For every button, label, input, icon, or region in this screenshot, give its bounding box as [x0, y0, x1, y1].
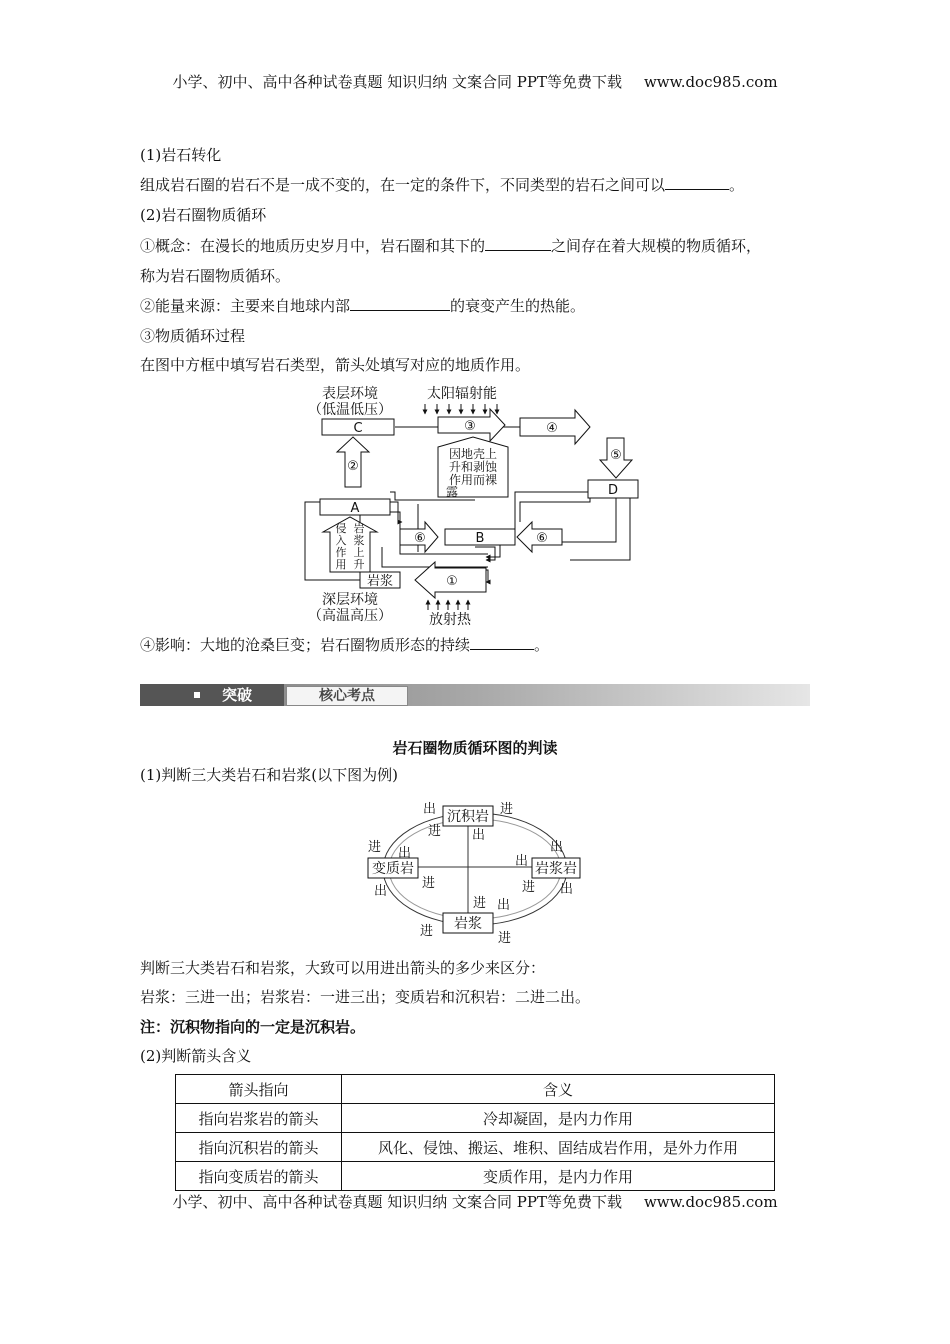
arrow-meaning-table — [175, 1074, 775, 1191]
table-cell: 指向沉积岩的箭头 — [176, 1133, 342, 1162]
surface-env-label: 表层环境 — [322, 386, 378, 402]
table-cell: 冷却凝固，是内力作用 — [342, 1104, 775, 1133]
note-line-1: 判断三大类岩石和岩浆，大致可以用进出箭头的多少来区分： — [140, 959, 546, 977]
footer-url[interactable]: www.doc985.com — [643, 1193, 778, 1211]
box-c-label: C — [353, 421, 363, 436]
arrow-1-label: ① — [446, 574, 458, 589]
fill-blank — [470, 635, 534, 650]
table-row — [176, 1162, 775, 1191]
uplift-line-2: 升和剥蚀 — [448, 460, 498, 474]
part1-heading: (1)判断三大类岩石和岩浆(以下图为例) — [140, 766, 398, 784]
arrow-3-label: ③ — [464, 419, 476, 434]
section-banner — [140, 684, 810, 710]
table-cell: 指向变质岩的箭头 — [176, 1162, 342, 1191]
label-in: 进 — [428, 824, 442, 839]
label-in: 进 — [473, 896, 487, 911]
label-out: 出 — [497, 898, 511, 913]
paragraph-energy — [140, 296, 585, 316]
table-header-row — [176, 1075, 775, 1104]
intrusion-arrow — [323, 517, 377, 572]
footer-text: 小学、初中、高中各种试卷真题 知识归纳 文案合同 PPT等免费下载 — [172, 1193, 622, 1211]
label-metamorphic: 变质岩 — [372, 861, 414, 877]
label-out: 出 — [472, 828, 486, 843]
fill-blank — [350, 296, 450, 311]
label-out: 出 — [550, 840, 564, 855]
paragraph-instruction: 在图中方框中填写岩石类型，箭头处填写对应的地质作用。 — [140, 356, 531, 374]
paragraph-concept-cont: 称为岩石圈物质循环。 — [140, 267, 291, 285]
intrusion-char: 岩 — [353, 522, 365, 535]
paragraph-conversion — [140, 175, 744, 195]
note-line-3: 注：沉积物指向的一定是沉积岩。 — [140, 1018, 366, 1036]
label-in: 进 — [368, 840, 382, 855]
uplift-line-3: 作用而裸 — [448, 473, 498, 487]
fill-blank — [665, 175, 729, 190]
solar-label: 太阳辐射能 — [427, 386, 497, 402]
uplift-line-4: 露 — [445, 485, 459, 499]
page-footer — [0, 1191, 950, 1212]
label-sedimentary: 沉积岩 — [447, 809, 489, 825]
header-text: 小学、初中、高中各种试卷真题 知识归纳 文案合同 PPT等免费下载 — [172, 73, 622, 91]
label-in: 进 — [522, 880, 536, 895]
box-a-label: A — [350, 501, 360, 516]
label-out: 出 — [560, 882, 574, 897]
intrusion-char: 入 — [335, 534, 347, 547]
radio-heat-arrows — [428, 600, 468, 610]
deep-cond-label: （高温高压） — [308, 608, 392, 624]
table-cell: 风化、侵蚀、搬运、堆积、固结成岩作用，是外力作用 — [342, 1133, 775, 1162]
text-segment: ②能量来源：主要来自地球内部 — [140, 297, 351, 315]
paragraph-concept — [140, 236, 761, 256]
text-segment: ④影响：大地的沧桑巨变；岩石圈物质形态的持续 — [140, 636, 471, 654]
surface-cond-label: （低温低压） — [308, 402, 392, 418]
paragraph-impact — [140, 635, 549, 655]
label-igneous: 岩浆岩 — [535, 861, 577, 877]
label-out: 出 — [515, 854, 529, 869]
text-segment: 的衰变产生的热能。 — [450, 297, 586, 315]
label-out: 出 — [374, 884, 388, 899]
banner-left — [140, 684, 284, 706]
header-url[interactable]: www.doc985.com — [643, 73, 778, 91]
text-segment: 。 — [729, 176, 745, 194]
table-header-cell: 箭头指向 — [176, 1075, 342, 1104]
table-header-cell: 含义 — [342, 1075, 775, 1104]
text-segment: 之间存在着大规模的物质循环， — [551, 237, 762, 255]
table-cell: 指向岩浆岩的箭头 — [176, 1104, 342, 1133]
square-icon — [194, 692, 200, 698]
part2-heading: (2)判断箭头含义 — [140, 1047, 252, 1065]
deep-env-label: 深层环境 — [322, 592, 378, 608]
solar-arrows — [425, 404, 497, 414]
rock-cycle-diagram — [290, 382, 660, 627]
fill-blank — [485, 236, 551, 251]
page-header — [0, 71, 950, 92]
box-d-label: D — [607, 483, 619, 498]
banner-right: 核心考点 — [286, 686, 408, 706]
heading-cycle-process: ③物质循环过程 — [140, 327, 246, 345]
arrow-6a-label: ⑥ — [414, 531, 426, 546]
magma-label: 岩浆 — [366, 574, 394, 589]
label-out: 出 — [423, 802, 437, 817]
note-line-2: 岩浆：三进一出；岩浆岩：一进三出；变质岩和沉积岩：二进二出。 — [140, 988, 591, 1006]
table-row — [176, 1104, 775, 1133]
text-segment: 。 — [534, 636, 550, 654]
section-title: 岩石圈物质循环图的判读 — [392, 739, 558, 757]
heading-rock-conversion: (1)岩石转化 — [140, 146, 222, 164]
label-magma: 岩浆 — [454, 916, 482, 932]
uplift-line-1: 因地壳上 — [448, 447, 498, 461]
label-out: 出 — [398, 846, 412, 861]
label-in: 进 — [498, 931, 512, 946]
arrow-4-label: ④ — [546, 421, 558, 436]
intrusion-char: 上 — [353, 546, 365, 559]
text-segment: 组成岩石圈的岩石不是一成不变的，在一定的条件下，不同类型的岩石之间可以 — [140, 176, 666, 194]
rock-judgment-diagram — [360, 797, 590, 947]
label-in: 进 — [500, 802, 514, 817]
table-cell: 变质作用，是内力作用 — [342, 1162, 775, 1191]
intrusion-char: 升 — [353, 558, 365, 571]
intrusion-char: 作 — [335, 546, 347, 559]
box-b-label: B — [475, 531, 485, 546]
intrusion-char: 浆 — [353, 534, 365, 547]
arrow-6b-label: ⑥ — [536, 531, 548, 546]
arrow-5-label: ⑤ — [610, 448, 622, 463]
heading-material-cycle: (2)岩石圈物质循环 — [140, 206, 267, 224]
intrusion-char: 用 — [335, 558, 347, 571]
table-row — [176, 1133, 775, 1162]
label-in: 进 — [422, 876, 436, 891]
intrusion-char: 侵 — [335, 522, 347, 535]
banner-left-label: 突破 — [222, 686, 253, 704]
radio-heat-label: 放射热 — [429, 612, 471, 627]
text-segment: ①概念：在漫长的地质历史岁月中，岩石圈和其下的 — [140, 237, 486, 255]
label-in: 进 — [420, 924, 434, 939]
arrow-2-label: ② — [347, 459, 359, 474]
